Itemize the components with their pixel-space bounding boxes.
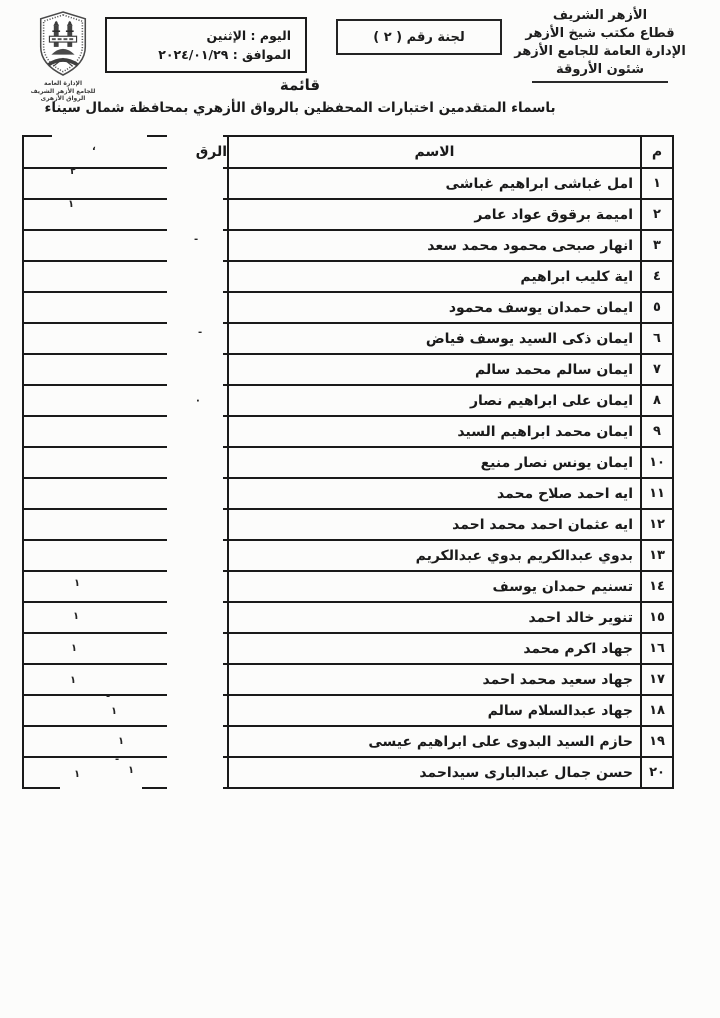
applicants-table-grid [22, 135, 674, 789]
committee-number-box [336, 19, 502, 55]
letterhead-line: الإدارة العامة للجامع الأزهر [514, 44, 686, 59]
row-serial: ١٢ [641, 509, 673, 540]
logo-caption-line: للجامع الأزهر الشريف [30, 87, 96, 95]
table-row [23, 695, 673, 726]
redaction-artifact: ١ [128, 765, 135, 776]
redaction-artifact: - [198, 327, 203, 338]
header-id-fragment: الرق [195, 144, 227, 160]
redaction-whiteout [52, 132, 147, 137]
row-name: امل غباشى ابراهيم غباشى [228, 168, 641, 199]
row-serial: ١٧ [641, 664, 673, 695]
letterhead-department: شئون الأروقة [532, 61, 668, 83]
row-name: ايمان سالم محمد سالم [228, 354, 641, 385]
table-row [23, 540, 673, 571]
table-row [23, 261, 673, 292]
row-name: ايمان ذكى السيد يوسف فياض [228, 323, 641, 354]
row-name: تنوير خالد احمد [228, 602, 641, 633]
redaction-artifact: ١ [74, 578, 81, 589]
letterhead-line: الأزهر الشريف [552, 8, 648, 23]
day-label: اليوم : الإثنين [206, 28, 291, 43]
row-serial: ١٩ [641, 726, 673, 757]
table-row [23, 354, 673, 385]
table-row [23, 664, 673, 695]
table-row [23, 509, 673, 540]
redaction-artifact: ١ [71, 643, 78, 654]
applicants-table [22, 135, 672, 789]
row-name: جهاد عبدالسلام سالم [228, 695, 641, 726]
row-serial: ٣ [641, 230, 673, 261]
redaction-whiteout [167, 131, 223, 797]
row-serial: ١٥ [641, 602, 673, 633]
row-serial: ١٨ [641, 695, 673, 726]
committee-number-label: لجنة رقم ( ٢ ) [373, 29, 465, 45]
table-row [23, 447, 673, 478]
redaction-artifact: - [106, 691, 111, 702]
table-row [23, 478, 673, 509]
row-serial: ٩ [641, 416, 673, 447]
row-serial: ١٦ [641, 633, 673, 664]
al-azhar-emblem-icon [32, 10, 94, 78]
table-row [23, 416, 673, 447]
row-name: حازم السيد البدوى على ابراهيم عيسى [228, 726, 641, 757]
logo-caption-line: الرواق الأزهرى [40, 95, 86, 102]
table-header-row [23, 136, 673, 168]
row-serial: ٢ [641, 199, 673, 230]
row-serial: ١١ [641, 478, 673, 509]
redaction-artifact: ، [92, 142, 96, 153]
redaction-artifact: ١ [111, 706, 118, 717]
table-row [23, 168, 673, 199]
table-row [23, 757, 673, 788]
date-label: الموافق : ٢٠٢٤/٠١/٢٩ [158, 47, 291, 62]
row-name: جهاد سعيد محمد احمد [228, 664, 641, 695]
document-title: قائمة [279, 76, 321, 94]
row-serial: ٤ [641, 261, 673, 292]
date-box [105, 17, 307, 73]
table-row [23, 199, 673, 230]
row-name: بدوي عبدالكريم بدوي عبدالكريم [228, 540, 641, 571]
redaction-artifact: · [196, 396, 200, 407]
table-row [23, 323, 673, 354]
logo-caption-line: الإدارة العامة [43, 80, 83, 87]
table-row [23, 571, 673, 602]
letterhead-line: قطاع مكتب شيخ الأزهر [525, 26, 675, 41]
row-name: ايمان حمدان يوسف محمود [228, 292, 641, 323]
row-serial: ٦ [641, 323, 673, 354]
row-serial: ١٠ [641, 447, 673, 478]
redaction-artifact: ١ [68, 199, 75, 210]
row-name: انهار صبحى محمود محمد سعد [228, 230, 641, 261]
table-row [23, 230, 673, 261]
letterhead [488, 7, 712, 83]
row-serial: ١٣ [641, 540, 673, 571]
row-serial: ٨ [641, 385, 673, 416]
redaction-artifact: ١ [118, 736, 125, 747]
row-serial: ٧ [641, 354, 673, 385]
redaction-artifact: - [194, 234, 199, 245]
redaction-artifact: - [115, 754, 120, 765]
row-name: ايه احمد صلاح محمد [228, 478, 641, 509]
row-serial: ٢٠ [641, 757, 673, 788]
row-name: ايمان على ابراهيم نصار [228, 385, 641, 416]
table-row [23, 385, 673, 416]
table-row [23, 633, 673, 664]
row-name: ايمان يونس نصار منيع [228, 447, 641, 478]
row-name: ايمان محمد ابراهيم السيد [228, 416, 641, 447]
row-serial: ١٤ [641, 571, 673, 602]
table-row [23, 292, 673, 323]
row-name: تسنيم حمدان يوسف [228, 571, 641, 602]
header-name: الاسم [228, 136, 641, 168]
row-serial: ١ [641, 168, 673, 199]
row-serial: ٥ [641, 292, 673, 323]
row-name: اية كليب ابراهيم [228, 261, 641, 292]
document-subtitle: باسماء المتقدمين اختبارات المحفظين بالرواق الأزهري بمحافظة شمال سيناء [44, 100, 556, 116]
row-name: ايه عثمان احمد محمد احمد [228, 509, 641, 540]
row-name: اميمة برقوق عواد عامر [228, 199, 641, 230]
redaction-whiteout [60, 785, 142, 794]
table-row [23, 602, 673, 633]
header-serial: م [641, 136, 673, 168]
redaction-artifact: ١ [73, 611, 80, 622]
redaction-artifact: ١ [74, 769, 81, 780]
row-name: جهاد اكرم محمد [228, 633, 641, 664]
redaction-artifact: ٢ [70, 166, 77, 177]
redaction-artifact: ١ [70, 675, 77, 686]
row-name: حسن جمال عبدالبارى سيداحمد [228, 757, 641, 788]
